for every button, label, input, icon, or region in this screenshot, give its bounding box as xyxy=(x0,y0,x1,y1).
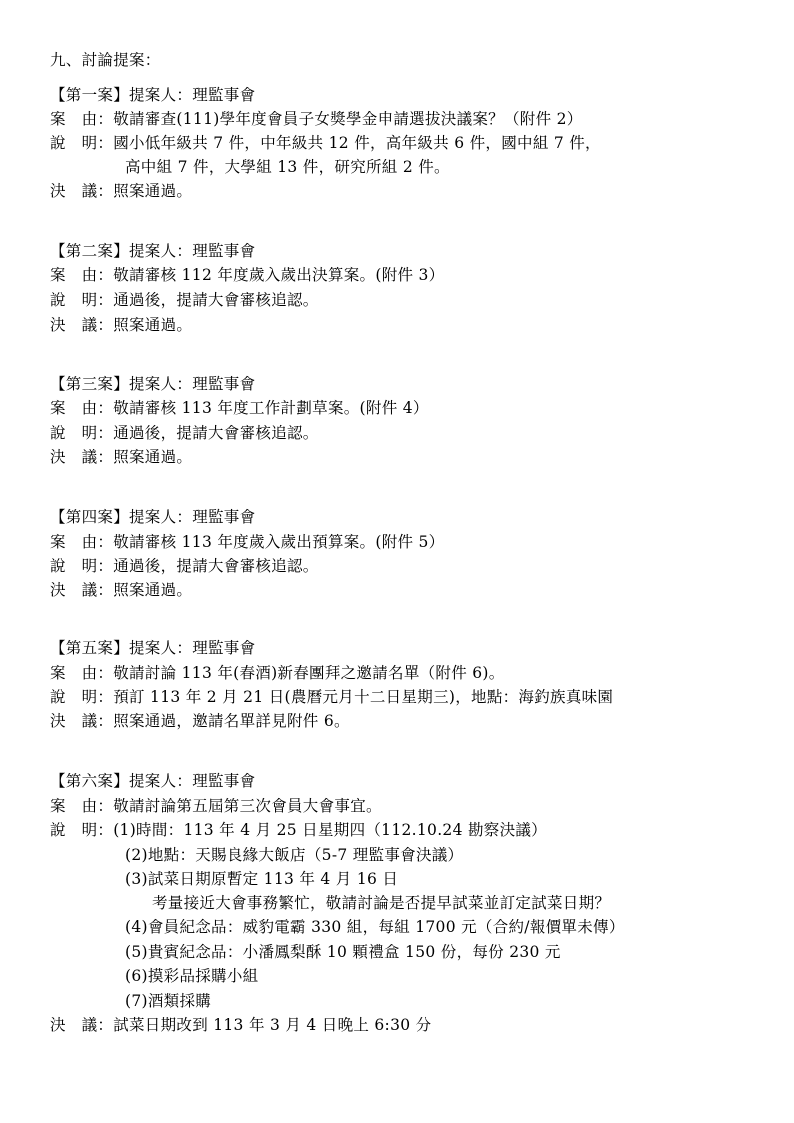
proposal-2-note-line-1: 通過後，提請大會審核追認。 xyxy=(113,291,319,309)
proposal-6-case xyxy=(50,796,382,816)
case-label: 案 由： xyxy=(50,664,114,682)
proposal-6-note-line-7: (6)摸彩品採購小組 xyxy=(125,967,259,985)
proposal-3-note-line-1: 通過後，提請大會審核追認。 xyxy=(113,424,319,442)
case-label: 案 由： xyxy=(50,533,114,551)
proposal-1-note xyxy=(50,133,601,153)
case-label: 案 由： xyxy=(50,797,114,815)
proposal-3-resolution xyxy=(50,447,192,467)
section-heading: 九、討論提案： xyxy=(50,51,161,69)
note-label: 說 明： xyxy=(50,291,114,309)
note-label: 說 明： xyxy=(50,821,114,839)
resolution-label: 決 議： xyxy=(50,448,114,466)
resolution-label: 決 議： xyxy=(50,581,114,599)
note-label: 說 明： xyxy=(50,557,114,575)
resolution-label: 決 議： xyxy=(50,182,114,200)
proposal-4-resolution xyxy=(50,580,192,600)
proposal-4-case xyxy=(50,532,444,552)
resolution-label: 決 議： xyxy=(50,712,114,730)
proposal-6-note-line-3: (3)試菜日期原暫定 113 年 4 月 16 日 xyxy=(125,870,399,888)
proposal-1-case-text: 敬請審查(111)學年度會員子女獎學金申請選拔決議案？（附件 2） xyxy=(113,110,583,128)
case-label: 案 由： xyxy=(50,399,114,417)
proposal-3-note xyxy=(50,423,319,443)
proposal-6-resolution-text: 試菜日期改到 113 年 3 月 4 日晚上 6:30 分 xyxy=(113,1016,432,1034)
proposal-5-resolution xyxy=(50,711,350,731)
case-label: 案 由： xyxy=(50,266,114,284)
proposal-2-resolution xyxy=(50,315,192,335)
proposal-3-header: 【第三案】提案人：理監事會 xyxy=(50,375,256,393)
proposal-6-note xyxy=(50,820,547,840)
proposal-3-resolution-text: 照案通過。 xyxy=(113,448,193,466)
proposal-4-case-text: 敬請審核 113 年度歲入歲出預算案。(附件 5） xyxy=(113,533,445,551)
proposal-1-header: 【第一案】提案人：理監事會 xyxy=(50,86,256,104)
proposal-2-case xyxy=(50,265,444,285)
proposal-3-case xyxy=(50,398,429,418)
proposal-5-header: 【第五案】提案人：理監事會 xyxy=(50,639,256,657)
proposal-6-note-line-2: (2)地點：天賜良緣大飯店（5-7 理監事會決議） xyxy=(125,846,464,864)
case-label: 案 由： xyxy=(50,110,114,128)
proposal-5-case-text: 敬請討論 113 年(春酒)新春團拜之邀請名單（附件 6)。 xyxy=(113,664,505,682)
proposal-2-resolution-text: 照案通過。 xyxy=(113,316,193,334)
proposal-1-resolution-text: 照案通過。 xyxy=(113,182,193,200)
proposal-6-note-line-6: (5)貴賓紀念品：小潘鳳梨酥 10 顆禮盒 150 份，每份 230 元 xyxy=(125,943,561,961)
proposal-5-note-line-1: 預訂 113 年 2 月 21 日(農曆元月十二日星期三)，地點：海釣族真味園 xyxy=(113,688,614,706)
proposal-6-header: 【第六案】提案人：理監事會 xyxy=(50,772,256,790)
proposal-4-header: 【第四案】提案人：理監事會 xyxy=(50,508,256,526)
proposal-1-resolution xyxy=(50,181,192,201)
note-label: 說 明： xyxy=(50,134,114,152)
proposal-6-case-text: 敬請討論第五屆第三次會員大會事宜。 xyxy=(113,797,382,815)
proposal-4-note-line-1: 通過後，提請大會審核追認。 xyxy=(113,557,319,575)
proposal-1-note-line-2: 高中組 7 件，大學組 13 件，研究所組 2 件。 xyxy=(125,158,450,176)
proposal-6-resolution xyxy=(50,1015,431,1035)
proposal-1-note-line-1: 國小低年級共 7 件，中年級共 12 件，高年級共 6 件，國中組 7 件， xyxy=(113,134,601,152)
proposal-4-resolution-text: 照案通過。 xyxy=(113,581,193,599)
proposal-3-case-text: 敬請審核 113 年度工作計劃草案。(附件 4） xyxy=(113,399,429,417)
proposal-1-case xyxy=(50,109,583,129)
proposal-2-note xyxy=(50,290,319,310)
proposal-4-note xyxy=(50,556,319,576)
resolution-label: 決 議： xyxy=(50,316,114,334)
proposal-5-note xyxy=(50,687,613,707)
proposal-2-header: 【第二案】提案人：理監事會 xyxy=(50,242,256,260)
proposal-2-case-text: 敬請審核 112 年度歲入歲出決算案。(附件 3） xyxy=(113,266,445,284)
proposal-5-case xyxy=(50,663,505,683)
note-label: 說 明： xyxy=(50,688,114,706)
note-label: 說 明： xyxy=(50,424,114,442)
proposal-6-note-line-5: (4)會員紀念品：威豹電霸 330 組，每組 1700 元（合約/報價單未傳） xyxy=(125,918,625,936)
proposal-6-note-line-4: 考量接近大會事務繁忙，敬請討論是否提早試菜並訂定試菜日期？ xyxy=(152,894,611,912)
proposal-6-note-line-8: (7)酒類採購 xyxy=(125,992,212,1010)
resolution-label: 決 議： xyxy=(50,1016,114,1034)
proposal-5-resolution-text: 照案通過，邀請名單詳見附件 6。 xyxy=(113,712,350,730)
proposal-6-note-line-1: (1)時間：113 年 4 月 25 日星期四（112.10.24 勘察決議） xyxy=(113,821,547,839)
